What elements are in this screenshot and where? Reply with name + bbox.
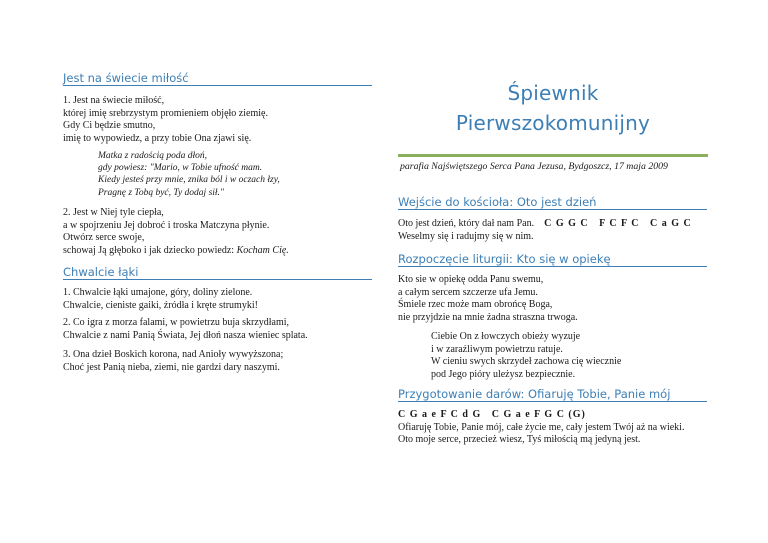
song1-refrain: Matka z radością poda dłoń, gdy powiesz: "Mario, w Tobie ufność mam. Kiedy jesteś przy mnie, znika ból i w oczach łzy, Pragnę z Tobą być, Ty dodaj sił." [98, 151, 280, 198]
song2-verse3: 3. Ona dzieł Boskich korona, nad Anioły wywyższona; Choć jest Panią nieba, ziemi, nie gardzi dary naszymi. [63, 349, 284, 373]
song1-verse2: 2. Jest w Niej tyle ciepła, a w spojrzeniu Jej dobroć i troska Matczyna płynie. Otwórz serce swoje, schowaj Ją głęboko i jak dziecko powiedz: Kocham Cię. [63, 207, 289, 256]
song1-verse1: 1. Jest na świecie miłość, której imię srebrzystym promieniem objęło ziemię. Gdy Ci będzie smutno, imię to wypowiedz, a przy tobie Ona zjawi się. [63, 95, 268, 144]
song-heading-jest-na-swiecie: Jest na świecie miłość [63, 71, 372, 86]
subtitle: parafia Najświętszego Serca Pana Jezusa, Bydgoszcz, 17 maja 2009 [400, 161, 668, 172]
section3-text: C G a e F C d G C G a e F G C (G) Ofiaruję Tobie, Panie mój, całe życie me, cały jestem Twój aż na wieki. Oto moje serce, przecież wiesz, Tyś miłością mą jedyną jest. [398, 409, 685, 446]
song-heading-chwalcie-laki: Chwalcie łąki [63, 265, 372, 280]
song2-verse2: 2. Co igra z morza falami, w powietrzu buja skrzydłami, Chwalcie z nami Panią Świata, Jej dłoń nasza wieniec splata. [63, 317, 308, 341]
section2-verse-indented: Ciebie On z łowczych obieży wyzuje i w zaraźliwym powietrzu ratuje. W cieniu swych skrzydeł zachowa cię wiecznie pod Jego pióry uleżysz bezpiecznie. [431, 331, 622, 380]
song2-verse1: 1. Chwalcie łąki umajone, góry, doliny zielone. Chwalcie, cieniste gaiki, źródła i kręte strumyki! [63, 287, 258, 311]
section1-text: Oto jest dzień, który dał nam Pan. C G G C F C F C C a G C Weselmy się i radujmy się w nim. [398, 218, 692, 242]
page-title: Śpiewnik Pierwszokomunijny [455, 81, 651, 135]
section-heading-rozpoczecie: Rozpoczęcie liturgii: Kto się w opiekę [398, 252, 707, 267]
title-divider [398, 154, 708, 157]
section2-verse: Kto sie w opiekę odda Panu swemu, a całym sercem szczerze ufa Jemu. Śmiele rzec może mam obrońcę Boga, nie przyjdzie na mnie żadna straszna trwoga. [398, 274, 578, 323]
section-heading-przygotowanie: Przygotowanie darów: Ofiaruję Tobie, Panie mój [398, 387, 707, 402]
section-heading-wejscie: Wejście do kościoła: Oto jest dzień [398, 195, 707, 210]
